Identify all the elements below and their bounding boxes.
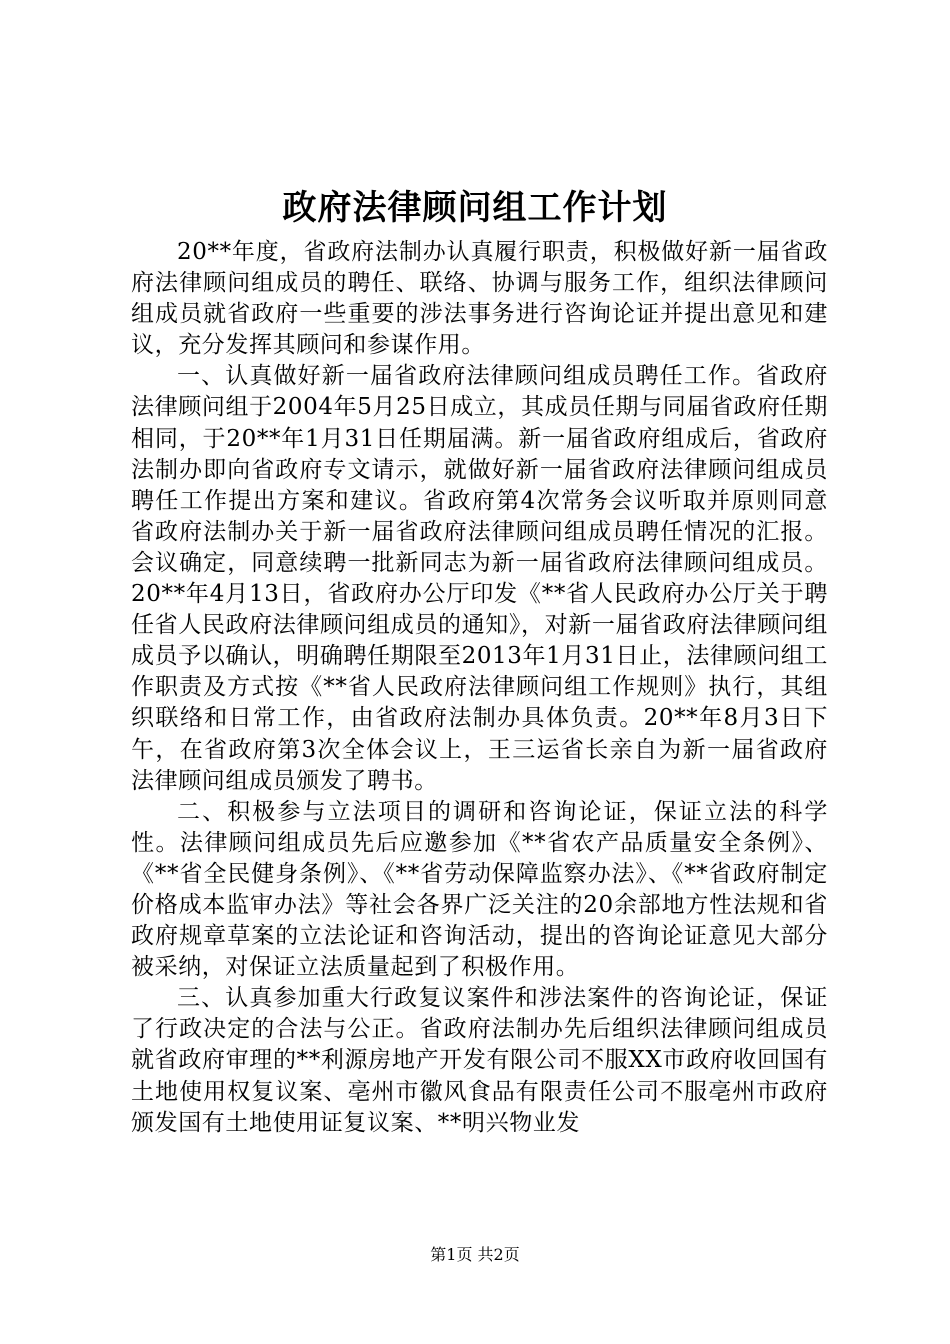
paragraph-section-2: 二、积极参与立法项目的调研和咨询论证，保证立法的科学性。法律顾问组成员先后应邀参加《**省农产品质量安全条例》、《**省全民健身条例》、《**省劳动保障监察办法》、《**省政府制定价格成本监审办法》等社会各界广泛关注的20余部地方性法规和省政府规章草案的立法论证和咨询活动，提出的咨询论证意见大部分被采纳，对保证立法质量起到了积极作用。 — [131, 798, 828, 981]
paragraph-intro: 20**年度，省政府法制办认真履行职责，积极做好新一届省政府法律顾问组成员的聘任、联络、协调与服务工作，组织法律顾问组成员就省政府一些重要的涉法事务进行咨询论证并提出意见和建议，充分发挥其顾问和参谋作用。 — [131, 239, 828, 359]
page-footer: 第1页 共2页 — [430, 1245, 520, 1264]
paragraph-section-3: 三、认真参加重大行政复议案件和涉法案件的咨询论证，保证了行政决定的合法与公正。省政府法制办先后组织法律顾问组成员就省政府审理的**利源房地产开发有限公司不服XX市政府收回国有土地使用权复议案、亳州市徽风食品有限责任公司不服亳州市政府颁发国有土地使用证复议案、**明兴物业发 — [131, 985, 828, 1136]
document-title: 政府法律顾问组工作计划 — [282, 188, 668, 228]
paragraph-section-1: 一、认真做好新一届省政府法律顾问组成员聘任工作。省政府法律顾问组于2004年5月25日成立，其成员任期与同届省政府任期相同，于20**年1月31日任期届满。新一届省政府组成后，省政府法制办即向省政府专文请示，就做好新一届省政府法律顾问组成员聘任工作提出方案和建议。省政府第4次常务会议听取并原则同意省政府法制办关于新一届省政府法律顾问组成员聘任情况的汇报。会议确定，同意续聘一批新同志为新一届省政府法律顾问组成员。20**年4月13日，省政府办公厅印发《**省人民政府办公厅关于聘任省人民政府法律顾问组成员的通知》，对新一届省政府法律顾问组成员予以确认，明确聘任期限至2013年1月31日止，法律顾问组工作职责及方式按《**省人民政府法律顾问组工作规则》执行，其组织联络和日常工作，由省政府法制办具体负责。20**年8月3日下午，在省政府第3次全体会议上，王三运省长亲自为新一届省政府法律顾问组成员颁发了聘书。 — [131, 363, 828, 794]
document-body — [131, 237, 828, 1139]
